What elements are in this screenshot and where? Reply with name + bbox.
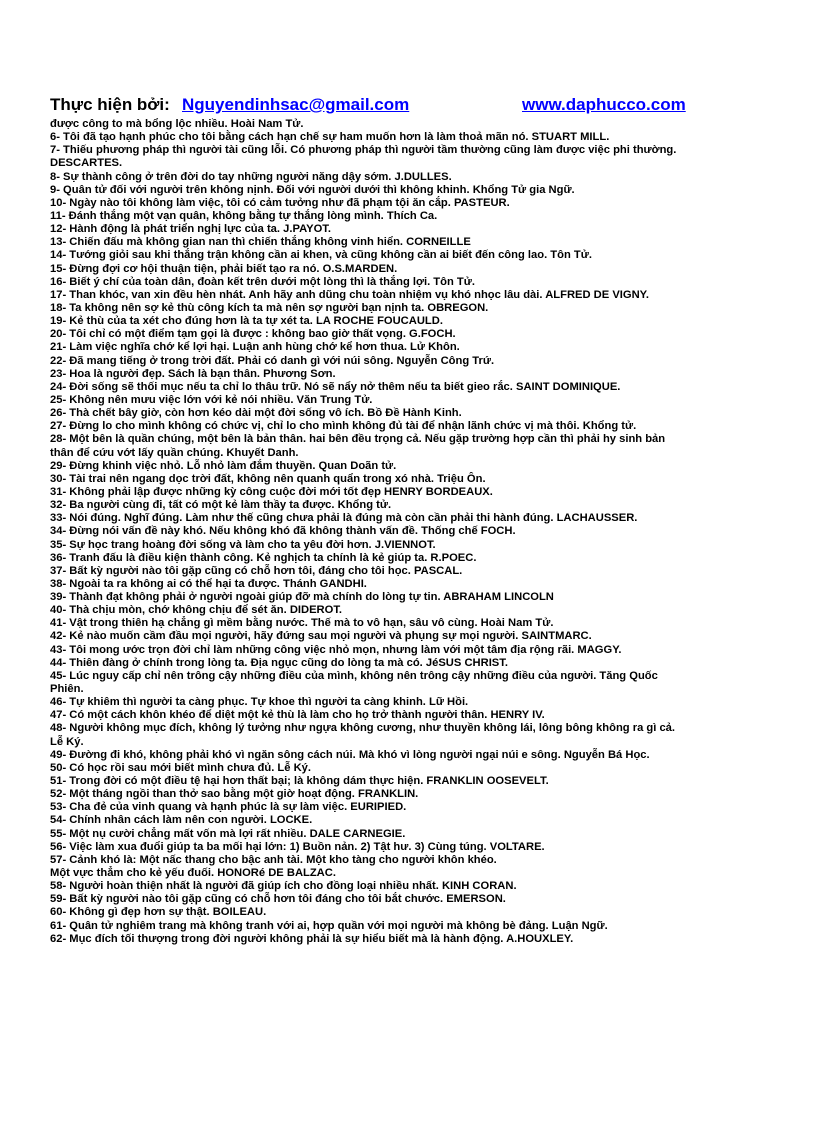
quote-line: 55- Một nụ cười chẳng mất vốn mà lợi rất nhiều. DALE CARNEGIE. — [50, 827, 406, 840]
quote-line: 20- Tôi chỉ có một điểm tạm gọi là được : không bao giờ thất vọng. G.FOCH. — [50, 328, 456, 341]
quote-line: 56- Việc làm xua đuổi giúp ta ba mối hại lớn: 1) Buồn nản. 2) Tật hư. 3) Cùng túng. VOLTARE. — [50, 840, 545, 853]
quote-line: 12- Hành động là phát triển nghị lực của ta. J.PAYOT. — [50, 223, 331, 236]
quote-line: 39- Thành đạt không phải ở người ngoài giúp đỡ mà chính do lòng tự tin. ABRAHAM LINCOLN — [50, 591, 554, 604]
quote-line: 21- Làm việc nghĩa chớ kể lợi hại. Luận anh hùng chớ kể hơn thua. Lử Khôn. — [50, 341, 460, 354]
quote-line: 13- Chiến đấu mà không gian nan thì chiến thắng không vinh hiển. CORNEILLE — [50, 236, 471, 249]
quote-line: 31- Không phải lập được những kỳ công cuộc đời mới tốt đẹp HENRY BORDEAUX. — [50, 485, 493, 498]
quote-line: 16- Biết ý chí của toàn dân, đoàn kết trên dưới một lòng thì là thắng lợi. Tôn Tử. — [50, 275, 475, 288]
quote-line: Lễ Ký. — [50, 735, 84, 748]
quote-line: 8- Sự thành công ở trên đời do tay những người năng dậy sớm. J.DULLES. — [50, 170, 452, 183]
quote-line: 26- Thà chết bây giờ, còn hơn kéo dài một đời sống vô ích. Bồ Đề Hành Kinh. — [50, 407, 462, 420]
quote-line: 23- Hoa là người đẹp. Sách là bạn thân. Phương Sơn. — [50, 367, 336, 380]
quote-line: được công to mà bổng lộc nhiều. Hoài Nam Tử. — [50, 118, 304, 130]
quote-line: 33- Nói đúng. Nghĩ đúng. Làm như thế cũng chưa phải là đúng mà còn cần phải thi hành đúng. LACHAUSSER. — [50, 512, 638, 525]
quote-line: 38- Ngoài ta ra không ai có thể hại ta được. Thánh GANDHI. — [50, 577, 367, 590]
quote-line: 42- Kẻ nào muốn cầm đầu mọi người, hãy đứng sau mọi người và phụng sự mọi người. SAINTMARC. — [50, 630, 592, 643]
quote-line: 7- Thiếu phương pháp thì người tài cũng lỗi. Có phương pháp thì người tầm thường cũng làm được việc phi thường. — [50, 144, 677, 157]
quote-line: 60- Không gì đẹp hơn sự thật. BOILEAU. — [50, 906, 267, 919]
quote-line: Một vực thẳm cho kẻ yếu đuối. HONORé DE BALZAC. — [50, 867, 336, 880]
quote-line: 53- Cha đẻ của vinh quang và hạnh phúc là sự làm việc. EURIPIED. — [50, 801, 407, 814]
quote-line: 47- Có một cách khôn khéo để diệt một kẻ thù là làm cho họ trở thành người thân. HENRY IV. — [50, 709, 545, 722]
author-credit-label: Thực hiện bởi: — [50, 95, 170, 114]
quote-line: 37- Bất kỳ người nào tôi gặp cũng có chỗ hơn tôi, đáng cho tôi học. PASCAL. — [50, 564, 463, 577]
quote-line: 29- Đừng khinh việc nhỏ. Lỗ nhỏ làm đắm thuyền. Quan Doãn tử. — [50, 459, 397, 472]
quote-line: 45- Lúc nguy cấp chỉ nên trông cậy những điều của mình, không nên trông cậy những điều của người. Tăng Quốc — [50, 669, 658, 682]
quote-line: 27- Đừng lo cho mình không có chức vị, chỉ lo cho mình không đủ tài để nhận lãnh chức vị mà thôi. Khổng tử. — [50, 420, 637, 433]
quote-line: 44- Thiên đàng ở chính trong lòng ta. Địa ngục cũng do lòng ta mà có. JéSUS CHRIST. — [50, 656, 508, 669]
quote-line: Phiên. — [50, 683, 84, 696]
quote-line: 52- Một tháng ngồi than thở sao bằng một giờ hoạt động. FRANKLIN. — [50, 788, 419, 801]
quote-line: 46- Tự khiêm thì người ta càng phục. Tự khoe thì người ta càng khinh. Lữ Hồi. — [50, 696, 469, 709]
quote-line: 9- Quân tử đối với người trên không nịnh. Đối với người dưới thì không khinh. Khổng Tử gia Ngữ. — [50, 183, 575, 196]
quote-line: 14- Tướng giỏi sau khi thắng trận không cần ai khen, và cũng không cần ai biết đến công lao. Tôn Tử. — [50, 249, 592, 262]
quote-line: 40- Thà chịu mòn, chớ không chịu để sét ăn. DIDEROT. — [50, 604, 343, 617]
quote-line: 36- Tranh đấu là điều kiện thành công. Kẻ nghịch ta chính là kẻ giúp ta. R.POEC. — [50, 551, 477, 564]
quote-line: 59- Bất kỳ người nào tôi gặp cũng có chỗ hơn tôi đáng cho tôi bắt chước. EMERSON. — [50, 893, 506, 906]
quote-line: 17- Than khóc, van xin đều hèn nhát. Anh hãy anh dũng chu toàn nhiệm vụ khó nhọc lâu dài. ALFRED DE VIGNY. — [50, 288, 649, 301]
quote-line: 32- Ba người cùng đi, tất có một kẻ làm thầy ta được. Khổng tử. — [50, 499, 392, 512]
quote-line: 30- Tài trai nên ngang dọc trời đất, không nên quanh quẩn trong xó nhà. Triệu Ôn. — [50, 472, 486, 485]
quote-line: 43- Tôi mong ước trọn đời chỉ làm những công việc nhỏ mọn, nhưng làm với một tâm địa rộng rãi. MAGGY. — [50, 643, 622, 656]
quote-line: DESCARTES. — [50, 157, 123, 170]
quote-line: 11- Đánh thắng một vạn quân, không bằng tự thắng lòng mình. Thích Ca. — [50, 209, 438, 222]
quote-line: 28- Một bên là quần chúng, một bên là bản thân. hai bên đều trọng cả. Nếu gặp trường hợp cần thì phải hy sinh bản — [50, 433, 666, 446]
quote-line: 51- Trong đời có một điều tệ hại hơn thất bại; là không dám thực hiện. FRANKLIN OOSEVELT. — [50, 775, 549, 788]
quote-line: 62- Mục đích tối thượng trong đời người không phải là sự hiểu biết mà là hành động. A.HOUXLEY. — [50, 932, 574, 945]
quote-line: 49- Đường đi khó, không phải khó vì ngăn sông cách núi. Mà khó vì lòng người ngại núi e sông. Nguyễn Bá Học. — [50, 748, 650, 761]
website-link[interactable]: www.daphucco.com — [522, 95, 686, 114]
quote-line: 15- Đừng đợi cơ hội thuận tiện, phải biết tạo ra nó. O.S.MARDEN. — [50, 262, 398, 275]
page-header — [50, 95, 770, 117]
quote-line: 41- Vật trong thiên hạ chẳng gì mềm bằng nước. Thế mà to vô hạn, sâu vô cùng. Hoài Nam Tử. — [50, 617, 554, 630]
quote-line: 48- Người không mục đích, không lý tưởng như ngựa không cương, như thuyền không lái, lông bông không ra gì cả. — [50, 722, 676, 735]
quote-line: 10- Ngày nào tôi không làm việc, tôi có cảm tưởng như đã phạm tội ăn cắp. PASTEUR. — [50, 196, 510, 209]
quote-line: 22- Đã mang tiếng ở trong trời đất. Phải có danh gì với núi sông. Nguyễn Công Trứ. — [50, 354, 495, 367]
quote-line: 57- Cảnh khó là: Một nấc thang cho bậc anh tài. Một kho tàng cho người khôn khéo. — [50, 853, 497, 866]
quote-line: 34- Đừng nói vấn đề này khó. Nếu không khó đã không thành vấn đề. Thống chế FOCH. — [50, 525, 516, 538]
quote-list — [50, 118, 790, 946]
quote-line: 50- Có học rồi sau mới biết mình chưa đủ. Lễ Ký. — [50, 761, 311, 774]
quote-line: 61- Quân tử nghiêm trang mà không tranh với ai, hợp quần với mọi người mà không bè đảng. Luận Ngữ. — [50, 919, 608, 932]
quote-line: 25- Không nên mưu việc lớn với kẻ nói nhiều. Văn Trung Tử. — [50, 393, 373, 406]
quote-line: 18- Ta không nên sợ kẻ thù công kích ta mà nên sợ người bạn nịnh ta. OBREGON. — [50, 301, 489, 314]
quote-line: 35- Sự học trang hoàng đời sống và làm cho ta yêu đời hơn. J.VIENNOT. — [50, 538, 436, 551]
quote-line: 19- Kẻ thù của ta xét cho đúng hơn là ta tự xét ta. LA ROCHE FOUCAULD. — [50, 315, 443, 328]
quote-line: 54- Chính nhân cách làm nên con người. LOCKE. — [50, 814, 313, 827]
quote-line: 6- Tôi đã tạo hạnh phúc cho tôi bằng cách hạn chế sự ham muốn hơn là làm thoả mãn nó. STUART MILL. — [50, 131, 610, 144]
quote-line: thân để cứu vớt lấy quần chúng. Khuyết Danh. — [50, 446, 299, 459]
quote-line: 24- Đời sống sẽ thối mục nếu ta chỉ lo thâu trữ. Nó sẽ nẩy nở thêm nếu ta biết gieo rắc. SAINT DOMINIQUE. — [50, 380, 621, 393]
author-email-link[interactable]: Nguyendinhsac@gmail.com — [182, 95, 410, 114]
quote-line: 58- Người hoàn thiện nhất là người đã giúp ích cho đồng loại nhiều nhất. KINH CORAN. — [50, 880, 517, 893]
